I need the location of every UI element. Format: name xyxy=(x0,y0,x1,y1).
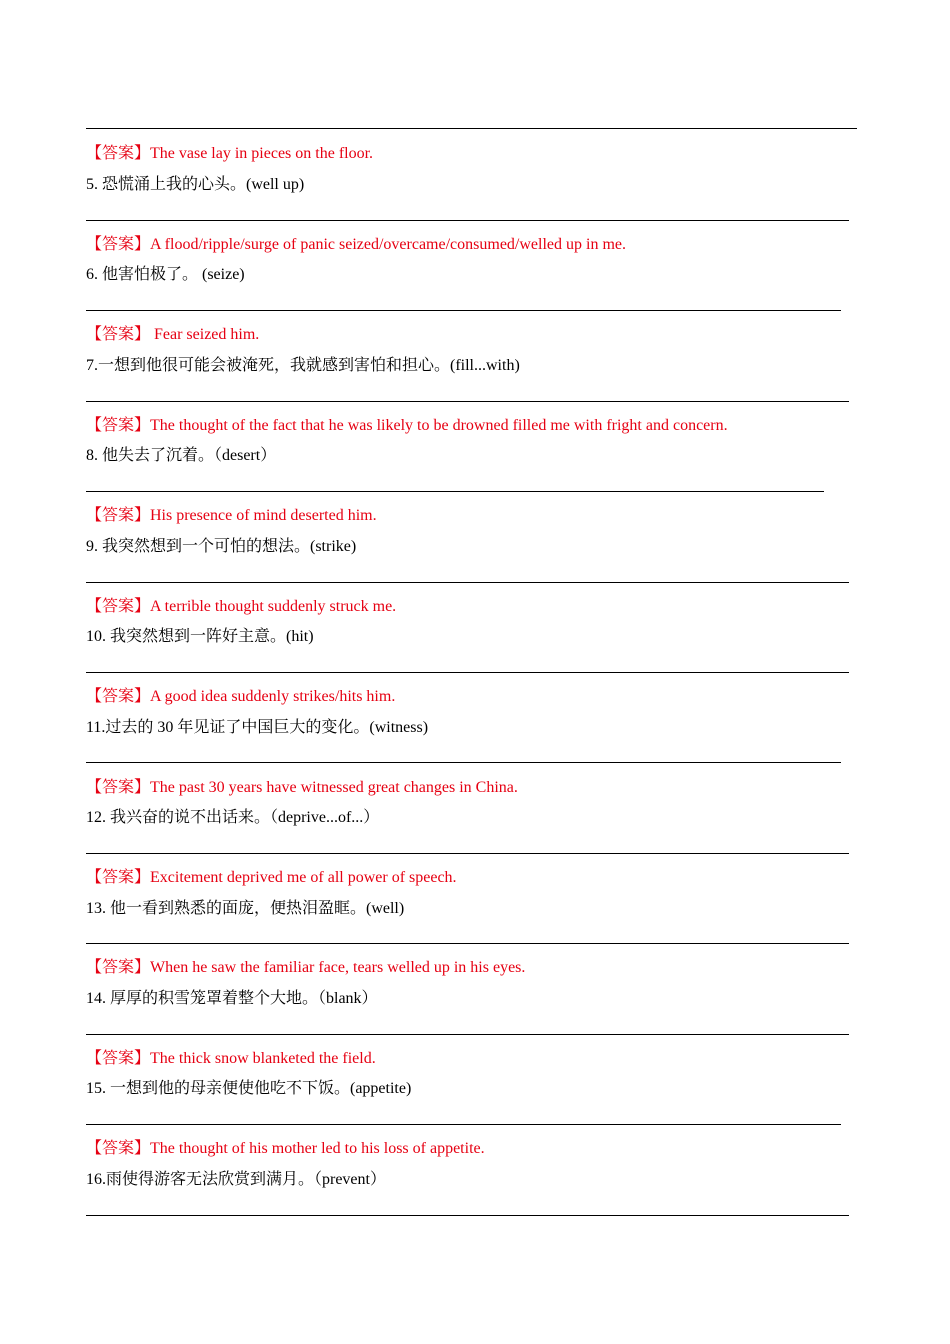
answer-text: 【答案】The thick snow blanketed the field. xyxy=(86,1050,376,1067)
answer-blank-line xyxy=(86,943,849,944)
answer-text: 【答案】The thought of the fact that he was likely to be drowned filled me with fright and concern. xyxy=(86,417,728,434)
question-text: 8. 他失去了沉着。（desert） xyxy=(86,447,277,464)
question-text: 5. 恐慌涌上我的心头。(well up) xyxy=(86,176,305,193)
question-text: 13. 他一看到熟悉的面庞，便热泪盈眶。(well) xyxy=(86,900,405,917)
answer-text: 【答案】A terrible thought suddenly struck me. xyxy=(86,598,397,615)
question-text: 9. 我突然想到一个可怕的想法。(strike) xyxy=(86,538,357,555)
question-text: 16.雨使得游客无法欣赏到满月。（prevent） xyxy=(86,1171,386,1188)
question-text: 14. 厚厚的积雪笼罩着整个大地。（blank） xyxy=(86,990,378,1007)
answer-blank-line xyxy=(86,310,841,311)
answer-text: 【答案】His presence of mind deserted him. xyxy=(86,507,377,524)
answer-text: 【答案】The past 30 years have witnessed great changes in China. xyxy=(86,779,518,796)
answer-blank-line xyxy=(86,762,841,763)
question-text: 10. 我突然想到一阵好主意。(hit) xyxy=(86,628,314,645)
answer-text: 【答案】A good idea suddenly strikes/hits him. xyxy=(86,688,396,705)
answer-blank-line xyxy=(86,853,849,854)
answer-blank-line xyxy=(86,220,849,221)
answer-blank-line xyxy=(86,1034,849,1035)
question-text: 15. 一想到他的母亲便使他吃不下饭。(appetite) xyxy=(86,1080,412,1097)
answer-text: 【答案】When he saw the familiar face, tears welled up in his eyes. xyxy=(86,959,526,976)
answer-blank-line xyxy=(86,672,849,673)
question-text: 12. 我兴奋的说不出话来。（deprive...of...） xyxy=(86,809,380,826)
question-text: 11.过去的 30 年见证了中国巨大的变化。(witness) xyxy=(86,719,429,736)
answer-text: 【答案】The vase lay in pieces on the floor. xyxy=(86,145,374,162)
answer-blank-line xyxy=(86,128,857,129)
answer-blank-line xyxy=(86,1124,841,1125)
answer-text: 【答案】A flood/ripple/surge of panic seized/overcame/consumed/welled up in me. xyxy=(86,236,627,253)
question-text: 6. 他害怕极了。 (seize) xyxy=(86,266,245,283)
answer-text: 【答案】Excitement deprived me of all power of speech. xyxy=(86,869,457,886)
answer-blank-line xyxy=(86,582,849,583)
answer-text: 【答案】 Fear seized him. xyxy=(86,326,260,343)
answer-blank-line xyxy=(86,1215,849,1216)
answer-blank-line xyxy=(86,491,824,492)
answer-text: 【答案】The thought of his mother led to his loss of appetite. xyxy=(86,1140,485,1157)
question-text: 7.一想到他很可能会被淹死，我就感到害怕和担心。(fill...with) xyxy=(86,357,520,374)
answer-blank-line xyxy=(86,401,849,402)
